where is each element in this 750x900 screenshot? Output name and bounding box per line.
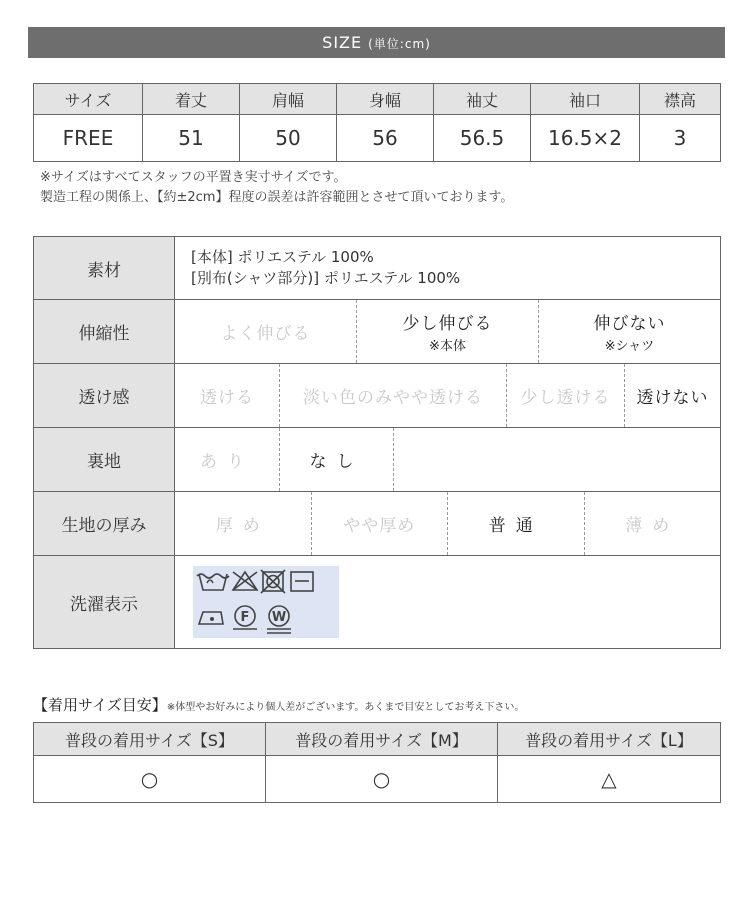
option-normal (448, 492, 585, 555)
note-line: 製造工程の関係上、【約±2cm】程度の誤差は許容範囲とさせて頂いております。 (40, 190, 514, 205)
spec-row-lining (34, 428, 721, 492)
note-line: ※サイズはすべてスタッフの平置き実寸サイズです。 (40, 170, 347, 185)
option-note: ※本体 (429, 339, 466, 354)
care-symbols (193, 566, 339, 638)
sheer-options (175, 364, 721, 428)
spec-row-material (34, 237, 721, 300)
option-stretch-some (357, 300, 539, 363)
fit-header-row (34, 723, 721, 756)
material-value (175, 237, 721, 300)
material-line: [本体] ポリエステル 100% (191, 248, 374, 266)
option-sheer-yes (175, 364, 280, 427)
option-text: 伸びない (593, 314, 666, 334)
fit-table (33, 722, 721, 803)
fit-mark-m: ○ (266, 756, 498, 803)
label-care: 洗濯表示 (34, 556, 175, 649)
option-sheer-light (280, 364, 507, 427)
thickness-options (175, 492, 721, 556)
label-thickness: 生地の厚み (34, 492, 175, 556)
option-stretch-high (175, 300, 357, 363)
option-sheer-no (625, 364, 720, 427)
fit-mark-s: ○ (34, 756, 266, 803)
cell-length: 51 (143, 115, 240, 162)
header-collar: 襟高 (640, 84, 721, 115)
fit-note: ※体型やお好みにより個人差がございます。あくまで目安としてお考え下さい。 (166, 702, 525, 713)
header-length: 着丈 (143, 84, 240, 115)
header-fit-l: 普段の着用サイズ【L】 (498, 723, 721, 756)
spec-row-stretch (34, 300, 721, 364)
care-symbols-graphic (193, 566, 339, 638)
cell-sleeve: 56.5 (434, 115, 531, 162)
option-text: よく伸びる (220, 324, 311, 344)
spec-row-sheer (34, 364, 721, 428)
header-size: サイズ (34, 84, 143, 115)
stretch-options (175, 300, 721, 364)
label-material: 素材 (34, 237, 175, 300)
size-banner (28, 27, 725, 58)
svg-text:W: W (271, 610, 287, 625)
option-text: 淡い色のみやや透ける (303, 388, 483, 408)
option-text: なし (309, 452, 364, 472)
size-row-free (34, 115, 721, 162)
option-text: 普通 (488, 516, 543, 536)
care-symbols-cell (175, 556, 721, 649)
dry-flat-icon (291, 572, 313, 591)
header-sleeve: 袖丈 (434, 84, 531, 115)
option-lining-empty (394, 428, 720, 491)
spec-row-thickness (34, 492, 721, 556)
cell-chest: 56 (337, 115, 434, 162)
header-cuff: 袖口 (531, 84, 640, 115)
spec-table (33, 236, 721, 649)
fit-guide-title (33, 694, 524, 715)
option-text: 少し伸びる (402, 314, 493, 334)
no-tumble-dry-icon (261, 570, 285, 593)
fit-title: 【着用サイズ目安】 (33, 696, 167, 714)
size-title: SIZE (322, 33, 363, 52)
spec-row-care (34, 556, 721, 649)
material-line: [別布(シャツ部分)] ポリエステル 100% (191, 269, 461, 287)
size-table (33, 83, 721, 162)
option-text: 少し透ける (520, 388, 611, 408)
fit-mark-l: △ (498, 756, 721, 803)
fit-row (34, 756, 721, 803)
lining-options (175, 428, 721, 492)
header-shoulder: 肩幅 (240, 84, 337, 115)
cell-collar: 3 (640, 115, 721, 162)
size-header-row (34, 84, 721, 115)
label-sheer: 透け感 (34, 364, 175, 428)
iron-icon (199, 612, 223, 624)
option-note: ※シャツ (604, 339, 655, 354)
option-text: やや厚め (343, 516, 416, 536)
label-stretch: 伸縮性 (34, 300, 175, 364)
hand-wash-icon (197, 574, 229, 590)
size-unit: (単位:cm) (368, 37, 431, 51)
label-lining: 裏地 (34, 428, 175, 492)
option-stretch-none (539, 300, 720, 363)
option-text: 透ける (200, 388, 254, 408)
svg-text:F: F (240, 610, 250, 625)
header-fit-m: 普段の着用サイズ【M】 (266, 723, 498, 756)
option-lining-no (280, 428, 394, 491)
option-slightly-thick (312, 492, 449, 555)
option-text: 薄め (625, 516, 680, 536)
header-fit-s: 普段の着用サイズ【S】 (34, 723, 266, 756)
option-text: 厚め (215, 516, 270, 536)
header-chest: 身幅 (337, 84, 434, 115)
option-text: 透けない (636, 388, 709, 408)
cell-shoulder: 50 (240, 115, 337, 162)
option-text: あり (200, 452, 254, 472)
option-sheer-little (507, 364, 625, 427)
option-lining-yes (175, 428, 280, 491)
option-thin (585, 492, 721, 555)
size-notes (40, 168, 513, 208)
cell-size: FREE (34, 115, 143, 162)
no-bleach-icon (233, 572, 257, 590)
cell-cuff: 16.5×2 (531, 115, 640, 162)
option-thick (175, 492, 312, 555)
